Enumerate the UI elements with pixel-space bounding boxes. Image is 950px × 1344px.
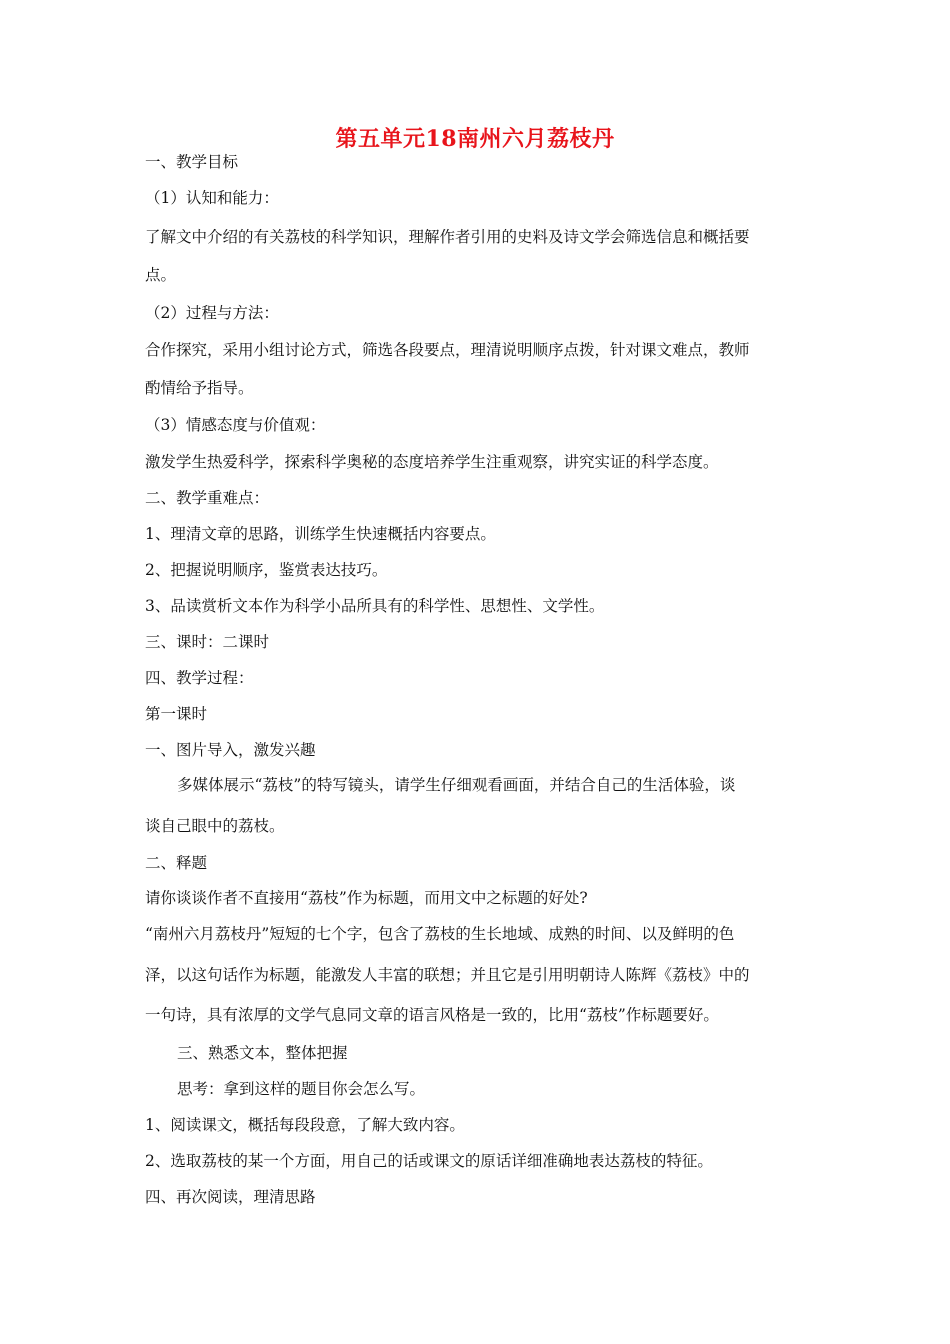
list-item: 3、品读赏析文本作为科学小品所具有的科学性、思想性、文学性。 xyxy=(145,597,605,615)
document-title: 第五单元18南州六月荔枝丹 xyxy=(335,126,615,152)
list-item: 2、把握说明顺序，鉴赏表达技巧。 xyxy=(145,561,388,579)
list-item: 1、阅读课文，概括每段段意，了解大致内容。 xyxy=(145,1116,465,1134)
paragraph-line: 请你谈谈作者不直接用“荔枝”作为标题，而用文中之标题的好处? xyxy=(145,889,588,907)
step-heading: 三、熟悉文本，整体把握 xyxy=(177,1044,348,1062)
paragraph-line: 了解文中介绍的有关荔枝的科学知识，理解作者引用的史料及诗文学会筛选信息和概括要 xyxy=(145,228,750,246)
lesson-heading: 第一课时 xyxy=(145,705,208,723)
paragraph-line: 思考：拿到这样的题目你会怎么写。 xyxy=(177,1080,426,1098)
list-item: 2、选取荔枝的某一个方面，用自己的话或课文的原话详细准确地表达荔枝的特征。 xyxy=(145,1152,713,1170)
paragraph-line: 泽，以这句话作为标题，能激发人丰富的联想；并且它是引用明朝诗人陈辉《荔枝》中的 xyxy=(145,966,750,984)
paragraph-line: “南州六月荔枝丹”短短的七个字，包含了荔枝的生长地域、成熟的时间、以及鲜明的色 xyxy=(145,925,735,943)
paragraph-line: 谈自己眼中的荔枝。 xyxy=(145,817,285,835)
list-item: 1、理清文章的思路，训练学生快速概括内容要点。 xyxy=(145,525,496,543)
section-heading-objectives: 一、教学目标 xyxy=(145,153,239,171)
subheading-process: （2）过程与方法： xyxy=(145,304,279,322)
paragraph-line: 点。 xyxy=(145,266,177,284)
step-heading: 四、再次阅读，理清思路 xyxy=(145,1188,316,1206)
step-heading: 一、图片导入，激发兴趣 xyxy=(145,741,316,759)
subheading-cognition: （1）认知和能力： xyxy=(145,189,279,207)
paragraph-line: 多媒体展示“荔枝”的特写镜头，请学生仔细观看画面，并结合自己的生活体验，谈 xyxy=(177,776,736,794)
paragraph-line: 一句诗，具有浓厚的文学气息同文章的语言风格是一致的，比用“荔枝”作标题要好。 xyxy=(145,1006,719,1024)
section-heading-periods: 三、课时：二课时 xyxy=(145,633,270,651)
paragraph-line: 合作探究，采用小组讨论方式，筛选各段要点，理清说明顺序点拨，针对课文难点，教师 xyxy=(145,341,750,359)
section-heading-process: 四、教学过程： xyxy=(145,669,254,687)
paragraph-line: 激发学生热爱科学，探索科学奥秘的态度培养学生注重观察，讲究实证的科学态度。 xyxy=(145,453,719,471)
paragraph-line: 酌情给予指导。 xyxy=(145,379,254,397)
step-heading: 二、释题 xyxy=(145,854,208,872)
subheading-attitude: （3）情感态度与价值观： xyxy=(145,416,326,434)
section-heading-key-points: 二、教学重难点： xyxy=(145,489,270,507)
